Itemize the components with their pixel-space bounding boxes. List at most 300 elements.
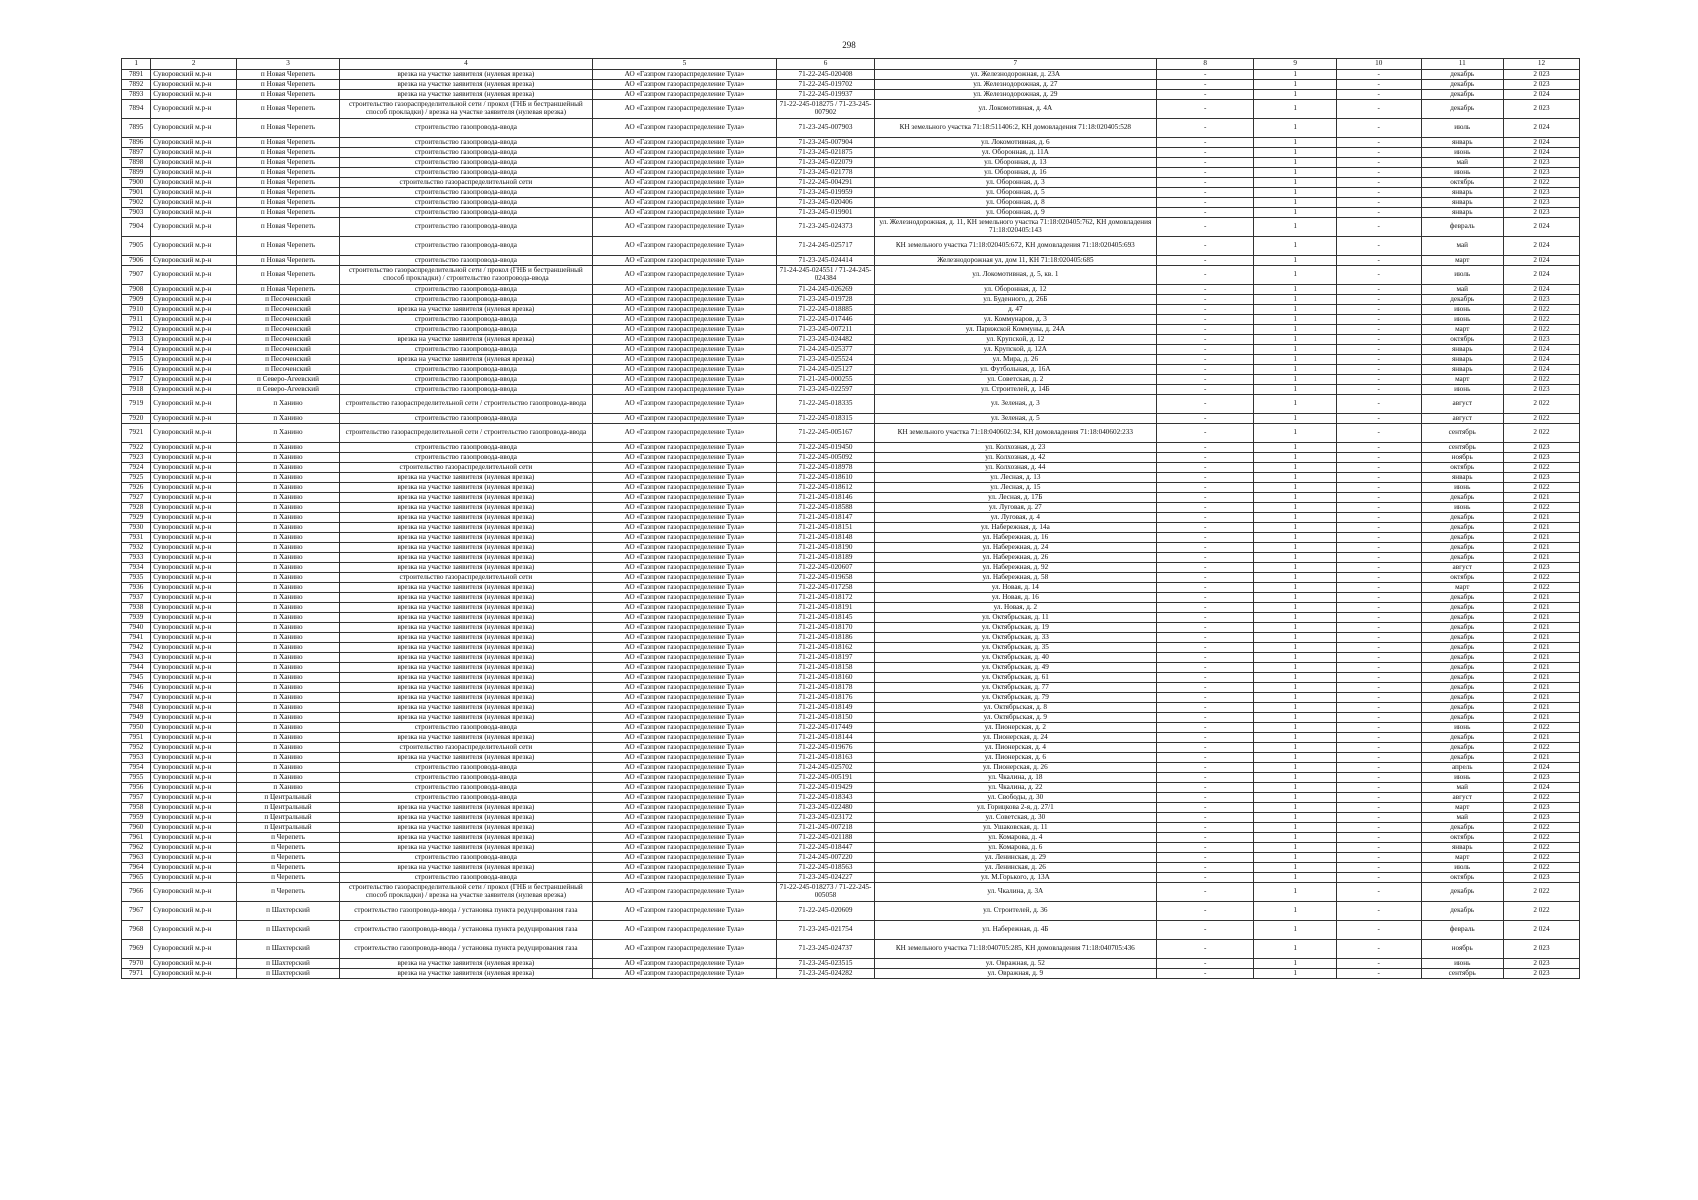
table-cell-col-12: 2 022 [1503, 503, 1579, 513]
table-cell-col-6: 71-23-245-019728 [777, 295, 875, 305]
table-cell-col-4: врезка на участке заявителя (нулевая врезка) [340, 823, 593, 833]
table-cell-col-4: врезка на участке заявителя (нулевая врезка) [340, 305, 593, 315]
table-cell-col-11: июнь [1421, 148, 1503, 158]
table-cell-col-10: - [1336, 653, 1421, 663]
table-cell-col-7: ул. Набережная, д. 16 [874, 533, 1156, 543]
table-cell-col-9: 1 [1254, 395, 1336, 414]
table-cell-col-1: 7950 [122, 723, 151, 733]
table-cell-col-12: 2 022 [1503, 823, 1579, 833]
table-header-row [122, 59, 1580, 70]
table-cell-col-7: ул. Железнодорожная, д. 11, КН земельного участка 71:18:020405:762, КН домовладения 71:18:020405:143 [874, 218, 1156, 237]
column-header-9: 9 [1254, 59, 1336, 70]
table-cell-col-10: - [1336, 683, 1421, 693]
table-cell-col-1: 7971 [122, 969, 151, 979]
table-cell-col-6: 71-23-245-021875 [777, 148, 875, 158]
table-cell-col-12: 2 023 [1503, 385, 1579, 395]
table-cell-col-7: ул. Железнодорожная, д. 29 [874, 90, 1156, 100]
table-cell-col-9: 1 [1254, 493, 1336, 503]
table-cell-col-10: - [1336, 473, 1421, 483]
table-cell-col-3: п Ханино [236, 733, 339, 743]
table-cell-col-5: АО «Газпром газораспределение Тула» [592, 813, 776, 823]
table-cell-col-8: - [1156, 593, 1254, 603]
table-cell-col-11: январь [1421, 365, 1503, 375]
table-cell-col-10: - [1336, 355, 1421, 365]
table-cell-col-8: - [1156, 853, 1254, 863]
table-cell-col-8: - [1156, 414, 1254, 424]
table-cell-col-3: п Новая Черепеть [236, 138, 339, 148]
table-cell-col-5: АО «Газпром газораспределение Тула» [592, 873, 776, 883]
table-cell-col-10: - [1336, 921, 1421, 940]
table-cell-col-2: Суворовский м.р-н [151, 693, 237, 703]
table-cell-col-6: 71-22-245-020609 [777, 902, 875, 921]
table-row [122, 315, 1580, 325]
table-cell-col-8: - [1156, 793, 1254, 803]
table-cell-col-12: 2 022 [1503, 424, 1579, 443]
table-cell-col-5: АО «Газпром газораспределение Тула» [592, 959, 776, 969]
table-cell-col-4: врезка на участке заявителя (нулевая врезка) [340, 543, 593, 553]
table-cell-col-8: - [1156, 178, 1254, 188]
table-cell-col-8: - [1156, 365, 1254, 375]
table-cell-col-9: 1 [1254, 119, 1336, 138]
table-cell-col-8: - [1156, 713, 1254, 723]
table-cell-col-10: - [1336, 803, 1421, 813]
table-cell-col-12: 2 021 [1503, 673, 1579, 683]
table-cell-col-1: 7929 [122, 513, 151, 523]
table-cell-col-12: 2 021 [1503, 513, 1579, 523]
table-cell-col-12: 2 023 [1503, 168, 1579, 178]
table-cell-col-12: 2 021 [1503, 693, 1579, 703]
table-cell-col-1: 7944 [122, 663, 151, 673]
table-cell-col-9: 1 [1254, 533, 1336, 543]
table-cell-col-3: п Новая Черепеть [236, 148, 339, 158]
table-cell-col-8: - [1156, 424, 1254, 443]
table-cell-col-10: - [1336, 483, 1421, 493]
table-cell-col-10: - [1336, 823, 1421, 833]
table-cell-col-12: 2 021 [1503, 553, 1579, 563]
table-cell-col-7: ул. Овражная, д. 9 [874, 969, 1156, 979]
table-cell-col-4: строительство газопровода-ввода [340, 853, 593, 863]
table-cell-col-6: 71-23-245-022597 [777, 385, 875, 395]
table-cell-col-7: ул. Октябрьская, д. 9 [874, 713, 1156, 723]
table-cell-col-11: сентябрь [1421, 424, 1503, 443]
table-cell-col-4: строительство газопровода-ввода [340, 188, 593, 198]
table-cell-col-10: - [1336, 543, 1421, 553]
table-cell-col-9: 1 [1254, 198, 1336, 208]
table-row [122, 843, 1580, 853]
table-cell-col-5: АО «Газпром газораспределение Тула» [592, 473, 776, 483]
table-cell-col-7: ул. Октябрьская, д. 40 [874, 653, 1156, 663]
table-cell-col-4: врезка на участке заявителя (нулевая врезка) [340, 523, 593, 533]
table-cell-col-10: - [1336, 188, 1421, 198]
table-cell-col-12: 2 024 [1503, 921, 1579, 940]
table-cell-col-12: 2 022 [1503, 833, 1579, 843]
table-cell-col-10: - [1336, 325, 1421, 335]
table-cell-col-3: п Ханино [236, 773, 339, 783]
table-cell-col-8: - [1156, 503, 1254, 513]
table-cell-col-10: - [1336, 523, 1421, 533]
table-cell-col-7: ул. Крупской, д. 12 [874, 335, 1156, 345]
table-cell-col-5: АО «Газпром газораспределение Тула» [592, 733, 776, 743]
table-cell-col-4: врезка на участке заявителя (нулевая врезка) [340, 813, 593, 823]
table-cell-col-5: АО «Газпром газораспределение Тула» [592, 823, 776, 833]
table-cell-col-1: 7937 [122, 593, 151, 603]
table-cell-col-5: АО «Газпром газораспределение Тула» [592, 355, 776, 365]
table-cell-col-11: декабрь [1421, 543, 1503, 553]
table-cell-col-3: п Ханино [236, 663, 339, 673]
table-cell-col-1: 7931 [122, 533, 151, 543]
table-cell-col-11: май [1421, 285, 1503, 295]
table-cell-col-4: врезка на участке заявителя (нулевая врезка) [340, 733, 593, 743]
table-cell-col-12: 2 021 [1503, 593, 1579, 603]
table-row [122, 385, 1580, 395]
table-cell-col-2: Суворовский м.р-н [151, 168, 237, 178]
table-cell-col-5: АО «Газпром газораспределение Тула» [592, 295, 776, 305]
table-row [122, 743, 1580, 753]
table-cell-col-8: - [1156, 473, 1254, 483]
table-cell-col-1: 7962 [122, 843, 151, 853]
table-cell-col-12: 2 021 [1503, 733, 1579, 743]
table-cell-col-12: 2 023 [1503, 443, 1579, 453]
table-cell-col-6: 71-22-245-018885 [777, 305, 875, 315]
table-cell-col-7: ул. Железнодорожная, д. 27 [874, 80, 1156, 90]
table-cell-col-8: - [1156, 543, 1254, 553]
table-cell-col-6: 71-22-245-019450 [777, 443, 875, 453]
table-cell-col-12: 2 022 [1503, 902, 1579, 921]
table-cell-col-1: 7898 [122, 158, 151, 168]
table-cell-col-12: 2 021 [1503, 643, 1579, 653]
table-cell-col-2: Суворовский м.р-н [151, 553, 237, 563]
table-cell-col-11: январь [1421, 355, 1503, 365]
table-cell-col-3: п Песоченский [236, 335, 339, 345]
table-cell-col-9: 1 [1254, 613, 1336, 623]
table-row [122, 873, 1580, 883]
table-cell-col-2: Суворовский м.р-н [151, 783, 237, 793]
table-cell-col-2: Суворовский м.р-н [151, 218, 237, 237]
table-row [122, 763, 1580, 773]
table-cell-col-3: п Песоченский [236, 315, 339, 325]
table-cell-col-9: 1 [1254, 783, 1336, 793]
table-cell-col-1: 7908 [122, 285, 151, 295]
table-cell-col-2: Суворовский м.р-н [151, 355, 237, 365]
table-cell-col-6: 71-22-245-018588 [777, 503, 875, 513]
table-row [122, 713, 1580, 723]
table-cell-col-8: - [1156, 883, 1254, 902]
table-cell-col-9: 1 [1254, 218, 1336, 237]
table-cell-col-5: АО «Газпром газораспределение Тула» [592, 940, 776, 959]
table-cell-col-8: - [1156, 959, 1254, 969]
table-cell-col-10: - [1336, 208, 1421, 218]
table-cell-col-10: - [1336, 713, 1421, 723]
table-cell-col-4: врезка на участке заявителя (нулевая врезка) [340, 673, 593, 683]
table-cell-col-1: 7920 [122, 414, 151, 424]
table-row [122, 178, 1580, 188]
table-cell-col-4: врезка на участке заявителя (нулевая врезка) [340, 603, 593, 613]
table-row [122, 683, 1580, 693]
table-cell-col-6: 71-21-245-018172 [777, 593, 875, 603]
table-cell-col-5: АО «Газпром газораспределение Тула» [592, 653, 776, 663]
table-cell-col-2: Суворовский м.р-н [151, 763, 237, 773]
table-cell-col-12: 2 021 [1503, 603, 1579, 613]
table-cell-col-7: ул. Октябрьская, д. 61 [874, 673, 1156, 683]
table-cell-col-12: 2 021 [1503, 713, 1579, 723]
table-cell-col-2: Суворовский м.р-н [151, 883, 237, 902]
table-cell-col-11: декабрь [1421, 70, 1503, 80]
table-cell-col-10: - [1336, 90, 1421, 100]
table-cell-col-6: 71-21-245-018147 [777, 513, 875, 523]
table-cell-col-1: 7969 [122, 940, 151, 959]
table-cell-col-1: 7954 [122, 763, 151, 773]
table-cell-col-8: - [1156, 693, 1254, 703]
table-cell-col-2: Суворовский м.р-н [151, 959, 237, 969]
table-cell-col-3: п Новая Черепеть [236, 256, 339, 266]
table-row [122, 543, 1580, 553]
table-cell-col-5: АО «Газпром газораспределение Тула» [592, 395, 776, 414]
table-cell-col-9: 1 [1254, 873, 1336, 883]
table-cell-col-6: 71-22-245-018563 [777, 863, 875, 873]
table-cell-col-3: п Ханино [236, 613, 339, 623]
table-cell-col-2: Суворовский м.р-н [151, 573, 237, 583]
table-row [122, 208, 1580, 218]
table-cell-col-6: 71-21-245-018178 [777, 683, 875, 693]
table-cell-col-10: - [1336, 693, 1421, 703]
table-cell-col-9: 1 [1254, 138, 1336, 148]
table-cell-col-8: - [1156, 783, 1254, 793]
table-cell-col-7: ул. Набережная, д. 58 [874, 573, 1156, 583]
table-cell-col-1: 7904 [122, 218, 151, 237]
table-cell-col-7: ул. Луговая, д. 4 [874, 513, 1156, 523]
table-cell-col-2: Суворовский м.р-н [151, 733, 237, 743]
table-cell-col-10: - [1336, 563, 1421, 573]
table-cell-col-1: 7956 [122, 783, 151, 793]
table-cell-col-5: АО «Газпром газораспределение Тула» [592, 345, 776, 355]
table-cell-col-1: 7915 [122, 355, 151, 365]
table-cell-col-3: п Ханино [236, 623, 339, 633]
table-cell-col-9: 1 [1254, 473, 1336, 483]
table-cell-col-10: - [1336, 424, 1421, 443]
table-cell-col-5: АО «Газпром газораспределение Тула» [592, 266, 776, 285]
table-cell-col-11: декабрь [1421, 623, 1503, 633]
table-cell-col-12: 2 024 [1503, 256, 1579, 266]
table-cell-col-3: п Шахтерский [236, 902, 339, 921]
table-cell-col-5: АО «Газпром газораспределение Тула» [592, 414, 776, 424]
table-cell-col-5: АО «Газпром газораспределение Тула» [592, 753, 776, 763]
table-cell-col-2: Суворовский м.р-н [151, 823, 237, 833]
table-cell-col-8: - [1156, 603, 1254, 613]
table-cell-col-5: АО «Газпром газораспределение Тула» [592, 100, 776, 119]
table-cell-col-7: ул. Оборонная, д. 5 [874, 188, 1156, 198]
table-row [122, 813, 1580, 823]
table-cell-col-7: д. 47 [874, 305, 1156, 315]
table-cell-col-12: 2 023 [1503, 158, 1579, 168]
table-cell-col-1: 7919 [122, 395, 151, 414]
table-cell-col-11: июль [1421, 119, 1503, 138]
table-cell-col-12: 2 022 [1503, 305, 1579, 315]
table-cell-col-4: строительство газопровода-ввода [340, 138, 593, 148]
table-cell-col-3: п Новая Черепеть [236, 119, 339, 138]
table-cell-col-4: врезка на участке заявителя (нулевая врезка) [340, 703, 593, 713]
table-cell-col-7: ул. Локомотивная, д. 6 [874, 138, 1156, 148]
table-cell-col-5: АО «Газпром газораспределение Тула» [592, 883, 776, 902]
table-cell-col-11: декабрь [1421, 523, 1503, 533]
table-cell-col-10: - [1336, 703, 1421, 713]
table-cell-col-10: - [1336, 148, 1421, 158]
table-cell-col-8: - [1156, 843, 1254, 853]
table-cell-col-4: врезка на участке заявителя (нулевая врезка) [340, 80, 593, 90]
table-cell-col-8: - [1156, 703, 1254, 713]
table-row [122, 643, 1580, 653]
table-cell-col-3: п Ханино [236, 483, 339, 493]
table-cell-col-11: август [1421, 395, 1503, 414]
table-row [122, 793, 1580, 803]
table-cell-col-4: врезка на участке заявителя (нулевая врезка) [340, 803, 593, 813]
table-cell-col-10: - [1336, 863, 1421, 873]
table-cell-col-5: АО «Газпром газораспределение Тула» [592, 375, 776, 385]
table-cell-col-6: 71-22-245-018978 [777, 463, 875, 473]
table-cell-col-10: - [1336, 873, 1421, 883]
table-cell-col-11: май [1421, 813, 1503, 823]
table-cell-col-10: - [1336, 335, 1421, 345]
table-row [122, 653, 1580, 663]
table-cell-col-5: АО «Газпром газораспределение Тула» [592, 256, 776, 266]
table-cell-col-1: 7907 [122, 266, 151, 285]
table-cell-col-5: АО «Газпром газораспределение Тула» [592, 773, 776, 783]
table-cell-col-9: 1 [1254, 673, 1336, 683]
table-cell-col-6: 71-23-245-024373 [777, 218, 875, 237]
table-cell-col-11: декабрь [1421, 553, 1503, 563]
table-cell-col-12: 2 022 [1503, 583, 1579, 593]
table-cell-col-1: 7910 [122, 305, 151, 315]
table-cell-col-4: врезка на участке заявителя (нулевая врезка) [340, 503, 593, 513]
table-cell-col-10: - [1336, 119, 1421, 138]
table-cell-col-8: - [1156, 803, 1254, 813]
table-cell-col-6: 71-21-245-018190 [777, 543, 875, 553]
table-cell-col-7: ул. Ленинская, д. 26 [874, 863, 1156, 873]
table-cell-col-5: АО «Газпром газораспределение Тула» [592, 493, 776, 503]
table-cell-col-3: п Ханино [236, 593, 339, 603]
table-cell-col-2: Суворовский м.р-н [151, 138, 237, 148]
table-cell-col-10: - [1336, 833, 1421, 843]
table-cell-col-10: - [1336, 70, 1421, 80]
table-cell-col-1: 7906 [122, 256, 151, 266]
table-cell-col-11: июнь [1421, 385, 1503, 395]
table-cell-col-10: - [1336, 178, 1421, 188]
table-cell-col-8: - [1156, 443, 1254, 453]
table-row [122, 483, 1580, 493]
column-header-7: 7 [874, 59, 1156, 70]
table-cell-col-8: - [1156, 833, 1254, 843]
table-cell-col-9: 1 [1254, 823, 1336, 833]
table-cell-col-1: 7901 [122, 188, 151, 198]
table-cell-col-2: Суворовский м.р-н [151, 853, 237, 863]
table-cell-col-8: - [1156, 218, 1254, 237]
table-cell-col-3: п Ханино [236, 783, 339, 793]
table-cell-col-2: Суворовский м.р-н [151, 623, 237, 633]
table-cell-col-2: Суворовский м.р-н [151, 80, 237, 90]
table-cell-col-5: АО «Газпром газораспределение Тула» [592, 693, 776, 703]
table-cell-col-7: ул. Коммунаров, д. 3 [874, 315, 1156, 325]
table-cell-col-10: - [1336, 158, 1421, 168]
table-cell-col-7: ул. Новая, д. 16 [874, 593, 1156, 603]
table-cell-col-5: АО «Газпром газораспределение Тула» [592, 178, 776, 188]
table-cell-col-6: 71-22-245-005191 [777, 773, 875, 783]
table-cell-col-12: 2 021 [1503, 653, 1579, 663]
table-cell-col-9: 1 [1254, 940, 1336, 959]
table-cell-col-11: июль [1421, 266, 1503, 285]
table-cell-col-7: ул. Октябрьская, д. 11 [874, 613, 1156, 623]
table-cell-col-9: 1 [1254, 863, 1336, 873]
table-cell-col-9: 1 [1254, 902, 1336, 921]
table-cell-col-11: май [1421, 158, 1503, 168]
table-cell-col-4: врезка на участке заявителя (нулевая врезка) [340, 483, 593, 493]
table-cell-col-9: 1 [1254, 643, 1336, 653]
table-cell-col-9: 1 [1254, 385, 1336, 395]
table-cell-col-11: март [1421, 375, 1503, 385]
table-cell-col-1: 7963 [122, 853, 151, 863]
table-row [122, 325, 1580, 335]
table-cell-col-2: Суворовский м.р-н [151, 90, 237, 100]
table-cell-col-9: 1 [1254, 603, 1336, 613]
table-cell-col-11: декабрь [1421, 513, 1503, 523]
table-cell-col-9: 1 [1254, 623, 1336, 633]
table-cell-col-3: п Шахтерский [236, 921, 339, 940]
table-cell-col-7: ул. Чкалина, д. 22 [874, 783, 1156, 793]
table-cell-col-5: АО «Газпром газораспределение Тула» [592, 90, 776, 100]
table-cell-col-5: АО «Газпром газораспределение Тула» [592, 315, 776, 325]
table-cell-col-4: строительство газопровода-ввода / установка пункта редуцирования газа [340, 940, 593, 959]
table-cell-col-10: - [1336, 256, 1421, 266]
table-cell-col-5: АО «Газпром газораспределение Тула» [592, 793, 776, 803]
table-cell-col-2: Суворовский м.р-н [151, 345, 237, 355]
table-cell-col-10: - [1336, 503, 1421, 513]
table-cell-col-4: врезка на участке заявителя (нулевая врезка) [340, 553, 593, 563]
table-cell-col-6: 71-22-245-019937 [777, 90, 875, 100]
table-cell-col-7: ул. Набережная, д. 92 [874, 563, 1156, 573]
table-cell-col-7: ул. Буденного, д. 26Б [874, 295, 1156, 305]
table-cell-col-3: п Новая Черепеть [236, 188, 339, 198]
table-cell-col-12: 2 023 [1503, 873, 1579, 883]
table-cell-col-4: строительство газопровода-ввода [340, 773, 593, 783]
table-cell-col-8: - [1156, 305, 1254, 315]
table-cell-col-8: - [1156, 863, 1254, 873]
table-cell-col-5: АО «Газпром газораспределение Тула» [592, 80, 776, 90]
table-cell-col-5: АО «Газпром газораспределение Тула» [592, 453, 776, 463]
table-cell-col-8: - [1156, 573, 1254, 583]
table-cell-col-5: АО «Газпром газораспределение Тула» [592, 623, 776, 633]
table-cell-col-11: январь [1421, 843, 1503, 853]
table-cell-col-7: ул. Пионерская, д. 6 [874, 753, 1156, 763]
table-cell-col-9: 1 [1254, 733, 1336, 743]
table-cell-col-10: - [1336, 753, 1421, 763]
table-cell-col-4: строительство газопровода-ввода [340, 119, 593, 138]
table-cell-col-2: Суворовский м.р-н [151, 266, 237, 285]
table-cell-col-9: 1 [1254, 325, 1336, 335]
table-cell-col-11: июнь [1421, 483, 1503, 493]
table-cell-col-11: август [1421, 414, 1503, 424]
table-cell-col-11: декабрь [1421, 643, 1503, 653]
table-cell-col-4: строительство газопровода-ввода [340, 723, 593, 733]
table-cell-col-12: 2 024 [1503, 783, 1579, 793]
table-cell-col-12: 2 022 [1503, 853, 1579, 863]
table-cell-col-4: строительство газораспределительной сети / строительство газопровода-ввода [340, 424, 593, 443]
table-cell-col-2: Суворовский м.р-н [151, 613, 237, 623]
table-cell-col-8: - [1156, 643, 1254, 653]
table-cell-col-4: врезка на участке заявителя (нулевая врезка) [340, 753, 593, 763]
table-cell-col-11: декабрь [1421, 673, 1503, 683]
table-row [122, 256, 1580, 266]
table-cell-col-5: АО «Газпром газораспределение Тула» [592, 285, 776, 295]
table-cell-col-12: 2 022 [1503, 743, 1579, 753]
table-cell-col-10: - [1336, 345, 1421, 355]
